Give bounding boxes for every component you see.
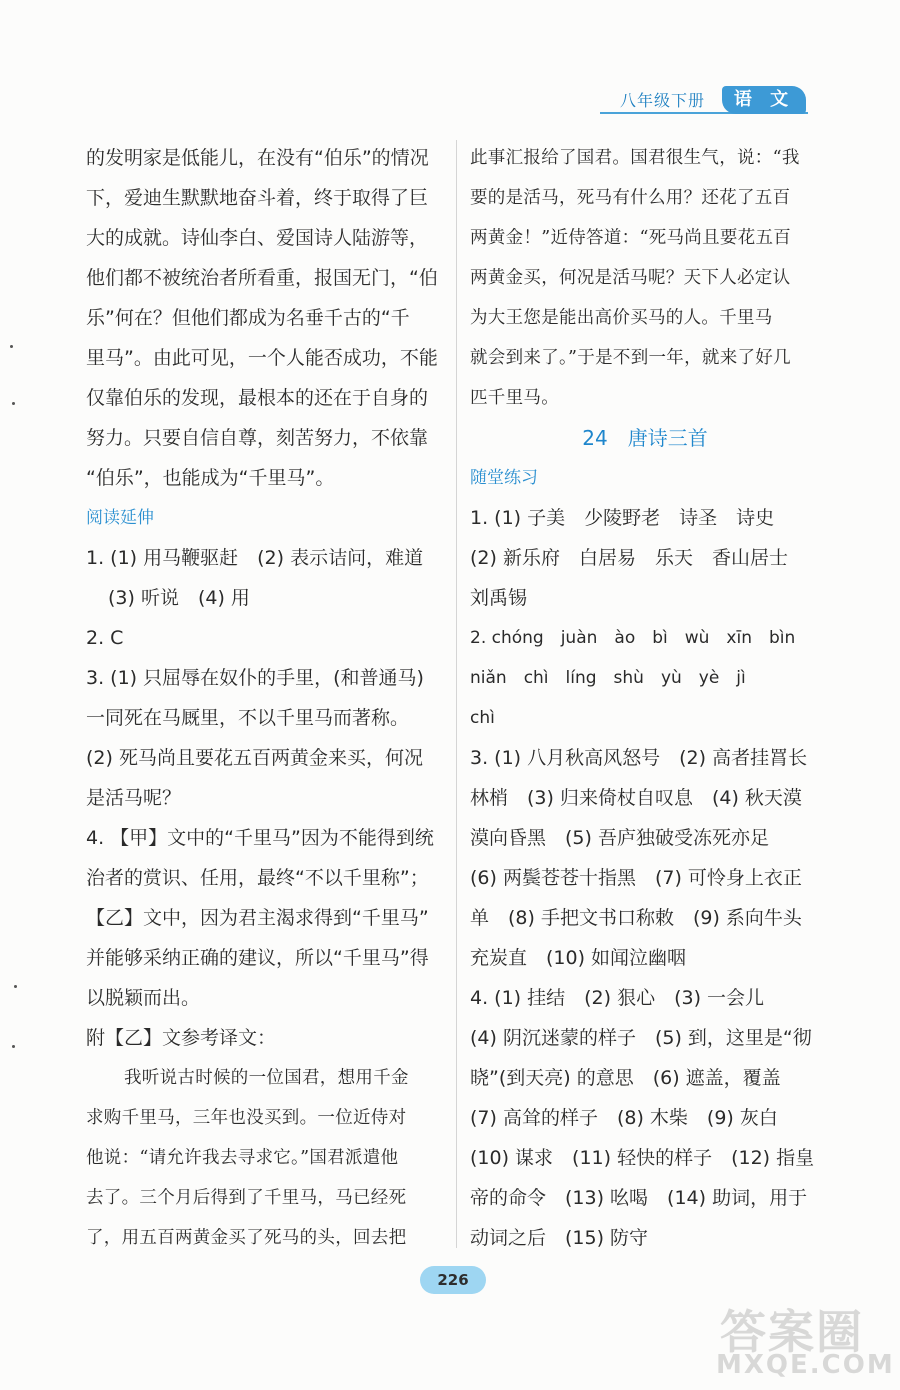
answer-line: 下，爱迪生默默地奋斗着，终于取得了巨 bbox=[86, 187, 429, 209]
answer-line: 仅靠伯乐的发现，最根本的还在于自身的 bbox=[86, 387, 429, 409]
answer-line: 3. (1) 八月秋高风怒号 (2) 高者挂罥长 bbox=[470, 747, 808, 769]
scan-speck bbox=[10, 345, 13, 348]
pinyin-line: chì bbox=[470, 708, 495, 728]
scan-speck bbox=[12, 402, 15, 405]
answer-line: 4. 【甲】文中的“千里马”因为不能得到统 bbox=[86, 827, 434, 849]
watermark-url: MXQE.COM bbox=[716, 1350, 895, 1380]
answer-line: 乐”何在？但他们都成为名垂千古的“千 bbox=[86, 307, 410, 329]
watermark-logo: 答案圈 bbox=[720, 1305, 864, 1359]
translation-line: 匹千里马。 bbox=[470, 388, 559, 408]
translation-line: 他说：“请允许我去寻求它。”国君派遣他 bbox=[86, 1148, 399, 1168]
answer-line: 大的成就。诗仙李白、爱国诗人陆游等， bbox=[86, 227, 429, 249]
answer-line: 3. (1) 只屈辱在奴仆的手里，(和普通马) bbox=[86, 667, 424, 689]
answer-line: 单 (8) 手把文书口称敕 (9) 系向牛头 bbox=[470, 907, 802, 929]
scan-speck bbox=[14, 985, 17, 988]
answer-line: (6) 两鬓苍苍十指黑 (7) 可怜身上衣正 bbox=[470, 867, 802, 889]
answer-line: 2. C bbox=[86, 627, 124, 649]
answer-line: 治者的赏识、任用，最终“不以千里称”； bbox=[86, 867, 429, 889]
answer-line: (2) 死马尚且要花五百两黄金来买，何况 bbox=[86, 747, 423, 769]
translation-line: 此事汇报给了国君。国君很生气，说：“我 bbox=[470, 148, 800, 168]
answer-line: 帝的命令 (13) 吆喝 (14) 助词，用于 bbox=[470, 1187, 808, 1209]
answer-line: 努力。只要自信自尊，刻苦努力，不依靠 bbox=[86, 427, 429, 449]
answer-line: 的发明家是低能儿，在没有“伯乐”的情况 bbox=[86, 147, 429, 169]
answer-line: 他们都不被统治者所看重，报国无门，“伯 bbox=[86, 267, 438, 289]
translation-line: 去了。三个月后得到了千里马，马已经死 bbox=[86, 1188, 407, 1208]
translation-line: 两黄金！”近侍答道：“死马尚且要花五百 bbox=[470, 228, 792, 248]
translation-line: 要的是活马，死马有什么用？还花了五百 bbox=[470, 188, 791, 208]
translation-line: 了，用五百两黄金买了死马的头，回去把 bbox=[86, 1228, 407, 1248]
answer-line: (10) 谋求 (11) 轻快的样子 (12) 指皇 bbox=[470, 1147, 815, 1169]
answer-line: 漠向昏黑 (5) 吾庐独破受冻死亦足 bbox=[470, 827, 769, 849]
column-divider bbox=[456, 140, 457, 1248]
scan-speck bbox=[12, 1045, 15, 1048]
answer-line: 附【乙】文参考译文： bbox=[86, 1027, 277, 1049]
answer-line: “伯乐”，也能成为“千里马”。 bbox=[86, 467, 335, 489]
section-heading: 阅读延伸 bbox=[86, 508, 154, 528]
answer-line: 【乙】文中，因为君主渴求得到“千里马” bbox=[86, 907, 429, 929]
chapter-title: 24 唐诗三首 bbox=[582, 426, 708, 450]
section-heading: 随堂练习 bbox=[470, 468, 538, 488]
answer-line: 里马”。由此可见，一个人能否成功，不能 bbox=[86, 347, 438, 369]
answer-line: 林梢 (3) 归来倚杖自叹息 (4) 秋天漠 bbox=[470, 787, 802, 809]
translation-line: 两黄金买，何况是活马呢？天下人必定认 bbox=[470, 268, 791, 288]
translation-line: 为大王您是能出高价买马的人。千里马 bbox=[470, 308, 773, 328]
answer-line: 是活马呢？ bbox=[86, 787, 182, 809]
left-column bbox=[86, 138, 436, 1258]
translation-line: 就会到来了。”于是不到一年，就来了好几 bbox=[470, 348, 791, 368]
answer-line: 1. (1) 用马鞭驱赶 (2) 表示诘问，难道 bbox=[86, 547, 424, 569]
header-grade: 八年级下册 bbox=[620, 91, 706, 110]
answer-line: 一同死在马厩里，不以千里马而著称。 bbox=[86, 707, 410, 729]
page-number: 226 bbox=[437, 1271, 469, 1289]
header-subject-tag: 语 文 bbox=[722, 86, 806, 114]
answer-line: (7) 高耸的样子 (8) 木柴 (9) 灰白 bbox=[470, 1107, 778, 1129]
answer-line: 晓”(到天亮) 的意思 (6) 遮盖，覆盖 bbox=[470, 1067, 781, 1089]
answer-line: 以脱颖而出。 bbox=[86, 987, 201, 1009]
translation-line: 我听说古时候的一位国君，想用千金 bbox=[124, 1068, 409, 1088]
pinyin-line: 2. chóng juàn ào bì wù xīn bìn bbox=[470, 628, 796, 648]
answer-line: 1. (1) 子美 少陵野老 诗圣 诗史 bbox=[470, 507, 775, 529]
answer-line: 动词之后 (15) 防守 bbox=[470, 1227, 649, 1249]
answer-line: 充炭直 (10) 如闻泣幽咽 bbox=[470, 947, 687, 969]
answer-line: (3) 听说 (4) 用 bbox=[108, 587, 250, 609]
pinyin-line: niǎn chì líng shù yù yè jì bbox=[470, 668, 746, 688]
answer-line: (4) 阴沉迷蒙的样子 (5) 到，这里是“彻 bbox=[470, 1027, 812, 1049]
answer-line: 4. (1) 挂结 (2) 狠心 (3) 一会儿 bbox=[470, 987, 765, 1009]
answer-line: 刘禹锡 bbox=[470, 587, 528, 609]
answer-line: 并能够采纳正确的建议，所以“千里马”得 bbox=[86, 947, 429, 969]
answer-line: (2) 新乐府 白居易 乐天 香山居士 bbox=[470, 547, 788, 569]
right-column bbox=[470, 138, 820, 1258]
translation-line: 求购千里马，三年也没买到。一位近侍对 bbox=[86, 1108, 407, 1128]
